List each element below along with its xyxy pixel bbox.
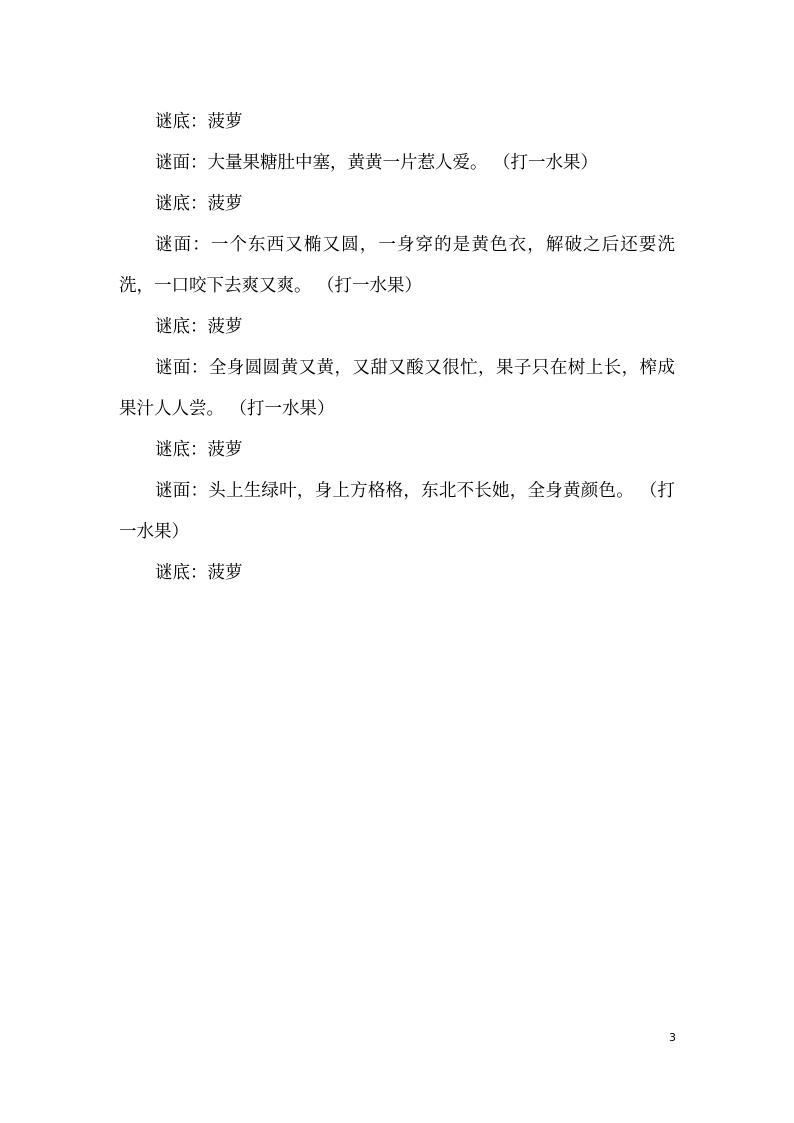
page-number: 3 <box>669 1031 676 1044</box>
riddle-answer: 谜底：菠萝 <box>155 194 243 214</box>
riddle-question: 谜面：头上生绿叶，身上方格格，东北不长她，全身黄颜色。 （打一水果） <box>119 481 675 542</box>
riddle-answer: 谜底：菠萝 <box>155 317 243 337</box>
riddle-answer: 谜底：菠萝 <box>155 112 243 132</box>
riddle-answer: 谜底：菠萝 <box>155 440 243 460</box>
riddle-question: 谜面：全身圆圆黄又黄，又甜又酸又很忙，果子只在树上长，榨成果汁人人尝。 （打一水果） <box>119 358 675 419</box>
riddle-answer: 谜底：菠萝 <box>155 563 243 583</box>
riddle-text-block <box>119 102 675 594</box>
riddle-question: 谜面：大量果糖肚中塞，黄黄一片惹人爱。 （打一水果） <box>155 153 599 173</box>
riddle-question: 谜面：一个东西又椭又圆，一身穿的是黄色衣，解破之后还要洗洗，一口咬下去爽又爽。 （打一水果） <box>119 235 675 296</box>
